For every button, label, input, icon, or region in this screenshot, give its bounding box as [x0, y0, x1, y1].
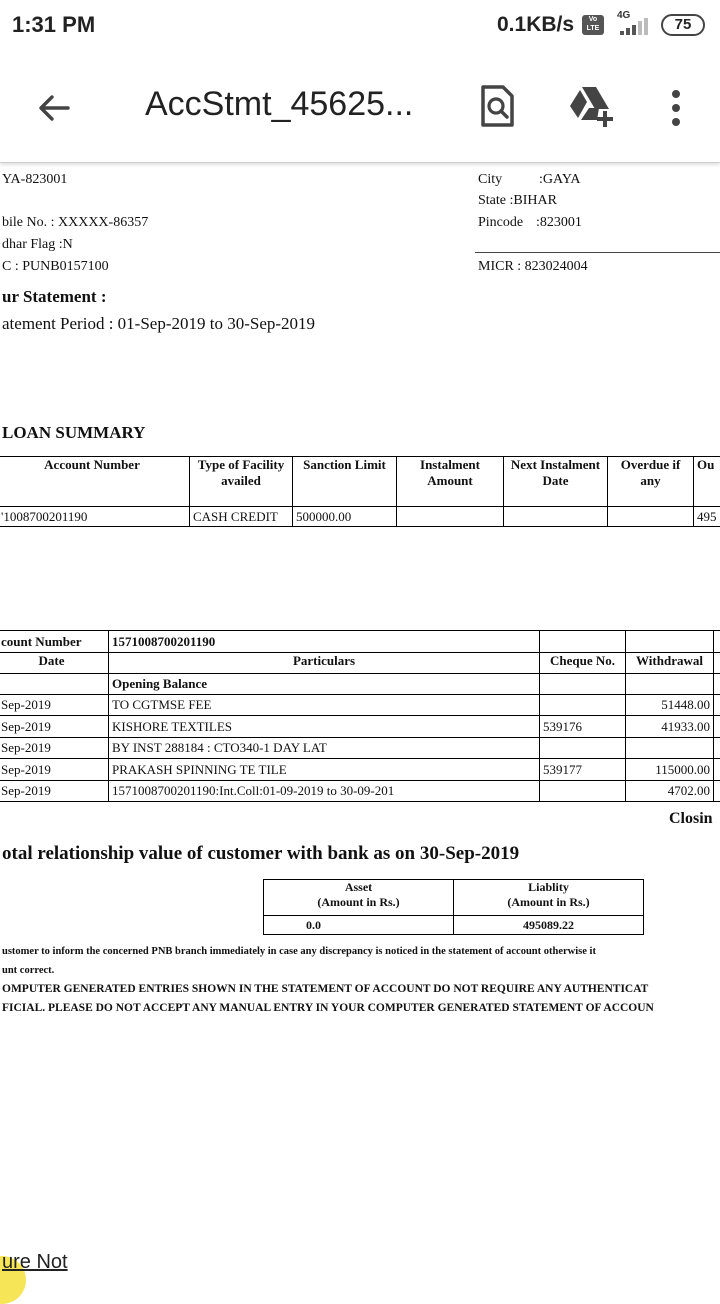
micr-code: MICR : 823024004 — [478, 259, 588, 275]
loan-header-overdue: Overdue if any — [608, 457, 694, 507]
txn-particulars: Opening Balance — [109, 674, 540, 695]
statement-period: atement Period : 01-Sep-2019 to 30-Sep-2019 — [2, 314, 315, 334]
document-title: AccStmt_45625... — [145, 85, 413, 124]
table-row — [0, 674, 720, 695]
txn-cheque: 539177 — [540, 759, 626, 781]
loan-account-number: '1008700201190 — [0, 507, 190, 527]
app-toolbar — [0, 52, 720, 163]
find-in-page-icon[interactable] — [477, 84, 517, 128]
more-vert-icon[interactable] — [668, 88, 684, 128]
liability-value: 495089.22 — [454, 916, 644, 935]
liability-header: Liablity (Amount in Rs.) — [454, 880, 644, 916]
table-row — [0, 759, 720, 781]
signal-icon — [614, 17, 652, 37]
asset-header: Asset (Amount in Rs.) — [264, 880, 454, 916]
state-value: State :BIHAR — [478, 193, 557, 209]
txn-cheque — [540, 674, 626, 695]
loan-next-date — [504, 507, 608, 527]
txn-header-particulars: Particulars — [109, 653, 540, 674]
notice-line-4: FICIAL. PLEASE DO NOT ACCEPT ANY MANUAL ENTRY IN YOUR COMPUTER GENERATED STATEMENT OF ACCOUN — [2, 1002, 654, 1014]
loan-summary-table — [0, 456, 720, 527]
txn-cheque: 539176 — [540, 716, 626, 738]
city-value: :GAYA — [539, 172, 581, 188]
ifsc-code: C : PUNB0157100 — [2, 259, 109, 275]
loan-summary-title: LOAN SUMMARY — [2, 423, 145, 443]
address-line-1: YA-823001 — [2, 172, 67, 188]
txn-cheque — [540, 695, 626, 716]
txn-withdrawal: 115000.00 — [626, 759, 714, 781]
loan-header-account-number: Account Number — [0, 457, 190, 507]
loan-header-instalment: Instalment Amount — [397, 457, 504, 507]
loan-overdue — [608, 507, 694, 527]
transactions-table — [0, 630, 720, 802]
txn-withdrawal: 4702.00 — [626, 781, 714, 802]
txn-cheque — [540, 781, 626, 802]
txn-date: Sep-2019 — [0, 695, 109, 716]
status-bar — [0, 0, 720, 52]
loan-outstanding: 495 — [694, 507, 720, 527]
status-time: 1:31 PM — [12, 12, 95, 38]
closing-label: Closin — [669, 810, 713, 828]
drive-add-icon[interactable] — [567, 84, 617, 128]
txn-withdrawal — [626, 674, 714, 695]
back-arrow-icon[interactable] — [34, 88, 74, 128]
volte-icon: Vo LTE — [582, 15, 604, 35]
txn-date: Sep-2019 — [0, 716, 109, 738]
txn-withdrawal: 41933.00 — [626, 716, 714, 738]
txn-header-withdrawal: Withdrawal — [626, 653, 714, 674]
address-divider — [475, 252, 720, 253]
aadhar-flag: dhar Flag :N — [2, 237, 73, 253]
loan-header-sanction-limit: Sanction Limit — [293, 457, 397, 507]
txn-particulars: PRAKASH SPINNING TE TILE — [109, 759, 540, 781]
notice-line-3: OMPUTER GENERATED ENTRIES SHOWN IN THE STATEMENT OF ACCOUNT DO NOT REQUIRE ANY AUTHENTICAT — [2, 983, 648, 995]
notice-line-1: ustomer to inform the concerned PNB branch immediately in case any discrepancy is noticed in the statement of account otherwise it — [2, 946, 596, 957]
txn-header-cheque: Cheque No. — [540, 653, 626, 674]
loan-facility: CASH CREDIT — [190, 507, 293, 527]
txn-date: Sep-2019 — [0, 738, 109, 759]
table-row — [0, 738, 720, 759]
city-label: City — [478, 172, 502, 188]
notice-line-2: unt correct. — [2, 965, 54, 976]
loan-header-outstanding: Ou — [694, 457, 720, 507]
txn-withdrawal — [626, 738, 714, 759]
network-speed: 0.1KB/s — [497, 13, 574, 37]
txn-particulars: 1571008700201190:Int.Coll:01-09-2019 to 30-09-201 — [109, 781, 540, 802]
loan-sanction-limit: 500000.00 — [293, 507, 397, 527]
loan-instalment — [397, 507, 504, 527]
table-row — [0, 781, 720, 802]
txn-particulars: KISHORE TEXTILES — [109, 716, 540, 738]
relationship-table — [263, 879, 644, 935]
txn-date — [0, 674, 109, 695]
footer-text: ure Not — [2, 1251, 68, 1274]
txn-particulars: TO CGTMSE FEE — [109, 695, 540, 716]
pincode-label: Pincode — [478, 215, 523, 231]
table-row — [0, 695, 720, 716]
relationship-heading: otal relationship value of customer with bank as on 30-Sep-2019 — [2, 843, 519, 865]
loan-header-next-instalment: Next Instalment Date — [504, 457, 608, 507]
txn-particulars: BY INST 288184 : CTO340-1 DAY LAT — [109, 738, 540, 759]
account-number-value: 1571008700201190 — [109, 631, 540, 653]
network-type-label: 4G — [617, 10, 630, 21]
table-row — [0, 716, 720, 738]
txn-header-date: Date — [0, 653, 109, 674]
account-number-label: count Number — [0, 631, 109, 653]
pincode-value: :823001 — [536, 215, 582, 231]
statement-heading: ur Statement : — [2, 287, 107, 307]
txn-withdrawal: 51448.00 — [626, 695, 714, 716]
asset-value: 0.0 — [264, 916, 454, 935]
battery-icon: 75 — [661, 14, 705, 36]
txn-date: Sep-2019 — [0, 781, 109, 802]
txn-cheque — [540, 738, 626, 759]
txn-date: Sep-2019 — [0, 759, 109, 781]
mobile-number: bile No. : XXXXX-86357 — [2, 215, 148, 231]
loan-header-facility: Type of Facility availed — [190, 457, 293, 507]
